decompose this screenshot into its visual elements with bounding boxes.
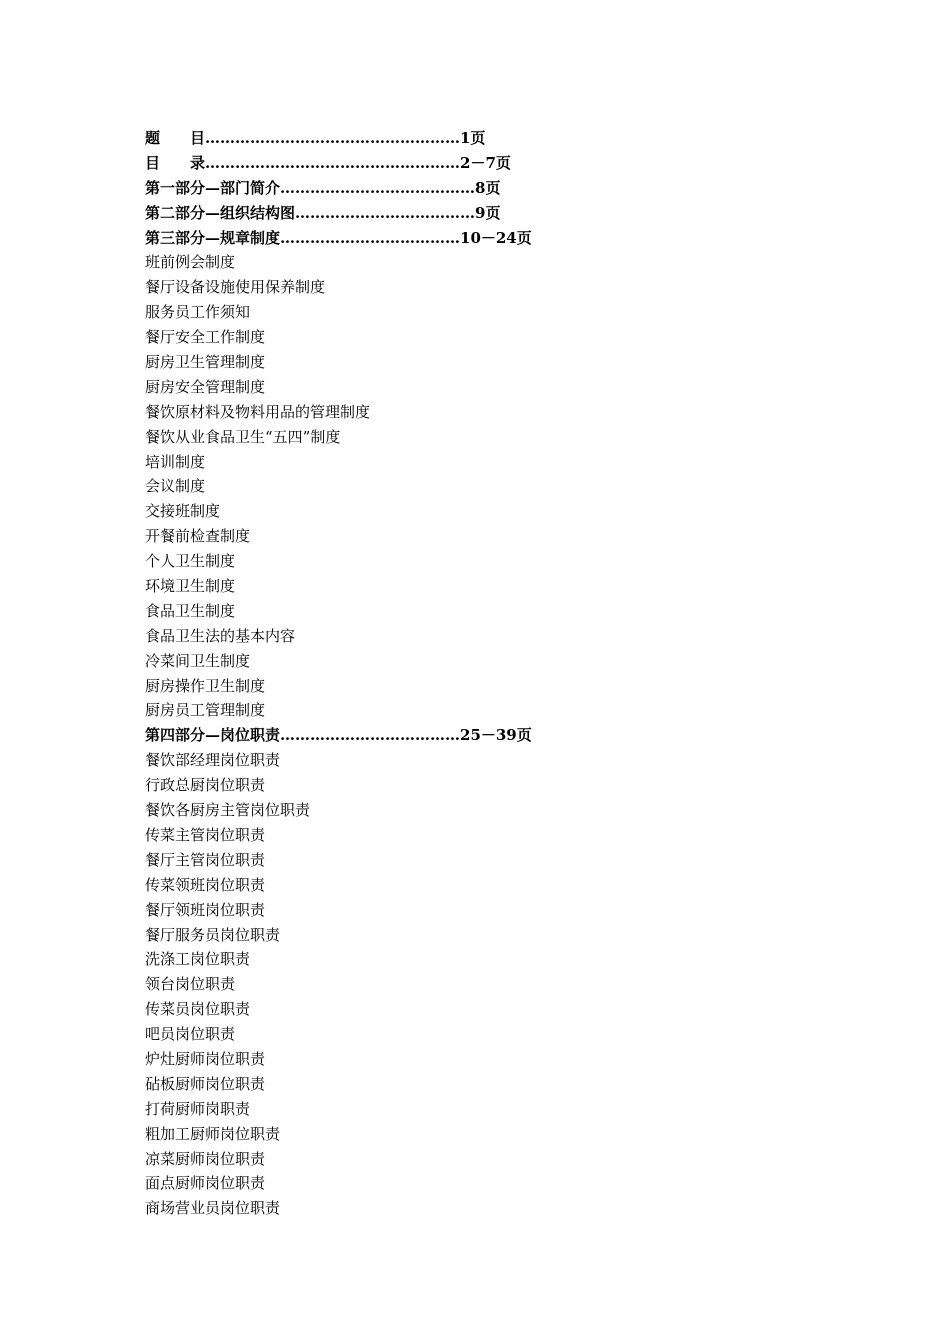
toc-entry: 餐厅领班岗位职责 xyxy=(145,900,266,919)
toc-entry: 行政总厨岗位职责 xyxy=(145,776,266,795)
toc-entry: 厨房安全管理制度 xyxy=(145,377,266,396)
toc-entry: 交接班制度 xyxy=(145,502,221,521)
toc-entry: 传菜主管岗位职责 xyxy=(145,825,266,844)
toc-entry: 传菜领班岗位职责 xyxy=(145,875,266,894)
table-of-contents xyxy=(145,126,532,1221)
toc-entry: 粗加工厨师岗位职责 xyxy=(145,1124,281,1143)
toc-entry: 厨房员工管理制度 xyxy=(145,701,266,720)
toc-section-heading: 第一部分—部门简介…………………………………8页 xyxy=(145,178,501,197)
toc-entry: 面点厨师岗位职责 xyxy=(145,1174,266,1193)
toc-entry: 厨房操作卫生制度 xyxy=(145,676,266,695)
toc-entry: 餐厅安全工作制度 xyxy=(145,328,266,347)
toc-entry: 餐厅主管岗位职责 xyxy=(145,850,266,869)
toc-entry: 个人卫生制度 xyxy=(145,552,236,571)
toc-entry: 环境卫生制度 xyxy=(145,577,236,596)
toc-entry: 传菜员岗位职责 xyxy=(145,1000,251,1019)
toc-entry: 打荷厨师岗职责 xyxy=(145,1099,251,1118)
toc-entry: 开餐前检查制度 xyxy=(145,527,251,546)
toc-entry: 餐饮部经理岗位职责 xyxy=(145,751,281,770)
toc-entry: 洗涤工岗位职责 xyxy=(145,950,251,969)
toc-entry: 餐饮原材料及物料用品的管理制度 xyxy=(145,402,371,421)
toc-entry: 吧员岗位职责 xyxy=(145,1025,236,1044)
toc-entry: 炉灶厨师岗位职责 xyxy=(145,1049,266,1068)
toc-entry: 商场营业员岗位职责 xyxy=(145,1199,281,1218)
toc-entry: 领台岗位职责 xyxy=(145,975,236,994)
toc-entry: 餐厅服务员岗位职责 xyxy=(145,925,281,944)
toc-section-heading: 目 录……………………………………………2－7页 xyxy=(145,153,511,172)
toc-entry: 冷菜间卫生制度 xyxy=(145,651,251,670)
toc-entry: 班前例会制度 xyxy=(145,253,236,272)
toc-entry: 餐厅设备设施使用保养制度 xyxy=(145,278,326,297)
toc-entry: 培训制度 xyxy=(145,452,206,471)
toc-section-heading: 题 目……………………………………………1页 xyxy=(145,129,486,147)
toc-entry: 厨房卫生管理制度 xyxy=(145,353,266,372)
toc-entry: 食品卫生法的基本内容 xyxy=(145,626,296,645)
toc-entry: 砧板厨师岗位职责 xyxy=(145,1074,266,1093)
toc-entry: 凉菜厨师岗位职责 xyxy=(145,1149,266,1168)
toc-section-heading: 第四部分—岗位职责………………………………25－39页 xyxy=(145,726,532,745)
toc-entry: 服务员工作须知 xyxy=(145,303,251,322)
toc-section-heading: 第三部分—规章制度………………………………10－24页 xyxy=(145,228,532,247)
toc-entry: 食品卫生制度 xyxy=(145,601,236,620)
toc-entry: 会议制度 xyxy=(145,477,206,496)
toc-section-heading: 第二部分—组织结构图………………………………9页 xyxy=(145,203,501,222)
toc-entry: 餐饮从业食品卫生“五四”制度 xyxy=(145,427,341,446)
toc-entry: 餐饮各厨房主管岗位职责 xyxy=(145,801,311,820)
